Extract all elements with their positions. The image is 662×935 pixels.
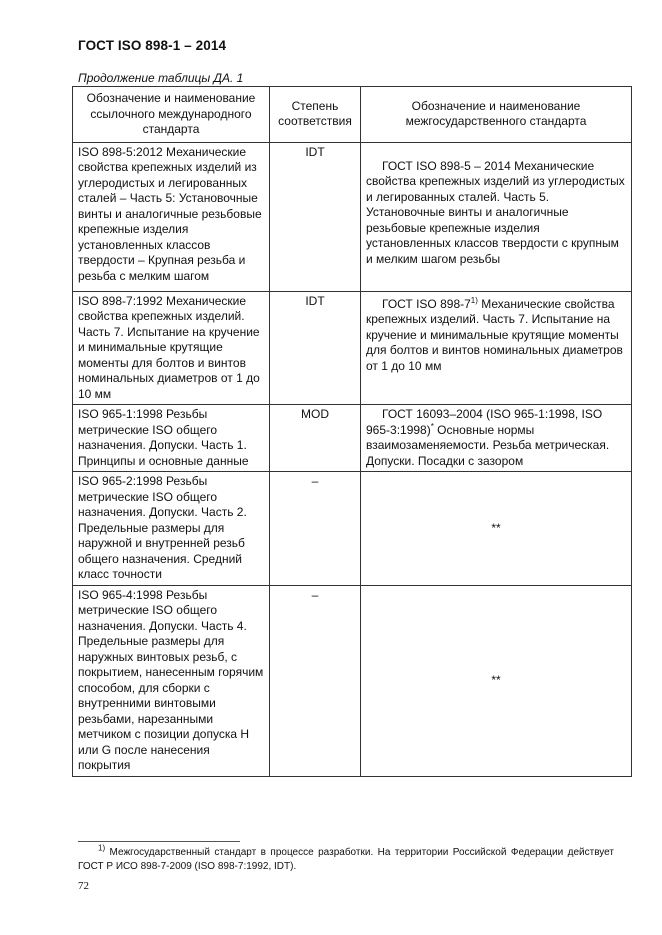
cell-international: ISO 965-2:1998 Резьбы метрические ISO общего назначения. Допуски. Часть 2. Предельные размеры для наружной и внутренней резьб общего назначения. Средний класс точности xyxy=(73,472,270,586)
interstate-designation: ГОСТ 16093–2004 (ISO 965-1:1998, ISO 965-3:1998) xyxy=(366,407,603,437)
table-row xyxy=(73,291,632,405)
footnote xyxy=(78,843,614,874)
cell-interstate xyxy=(361,405,632,472)
cell-interstate: ** xyxy=(361,472,632,586)
footnote-divider xyxy=(78,841,240,842)
header-interstate: Обозначение и наименование межгосударственного стандарта xyxy=(361,87,632,143)
cell-international: ISO 898-5:2012 Механические свойства крепежных изделий из углеродистых и легированных сталей – Часть 5: Установочные винты и аналогичные резьбовые крепежные изделия установленных классов твердости – Крупная резьба и резьба с мелким шагом xyxy=(73,142,270,291)
footnote-marker: 1) xyxy=(98,843,106,853)
cell-degree: IDT xyxy=(270,291,361,405)
table-row xyxy=(73,585,632,776)
table-caption: Продолжение таблицы ДА. 1 xyxy=(78,71,244,85)
cell-international: ISO 965-1:1998 Резьбы метрические ISO общего назначения. Допуски. Часть 1. Принципы и основные данные xyxy=(73,405,270,472)
cell-interstate: ГОСТ ISO 898-5 – 2014 Механические свойства крепежных изделий из углеродистых и легированных сталей. Часть 5. Установочные винты и аналогичные резьбовые крепежные изделия установленных классов твердости с крупным и мелким шагом резьбы xyxy=(361,142,632,291)
table-header-row xyxy=(73,87,632,143)
page-number: 72 xyxy=(78,880,89,892)
footnote-ref: 1) xyxy=(470,295,478,305)
table-row xyxy=(73,142,632,291)
header-degree: Степень соответствия xyxy=(270,87,361,143)
cell-international: ISO 965-4:1998 Резьбы метрические ISO общего назначения. Допуски. Часть 4. Предельные размеры для наружных винтовых резьб, с покрытием, нанесенным горячим способом, для сборки с внутренними винтовыми резьбами, нарезанными метчиком с позиции допуска H или G после нанесения покрытия xyxy=(73,585,270,776)
table-row xyxy=(73,405,632,472)
reference-standards-table xyxy=(72,86,632,777)
interstate-designation: ГОСТ ISO 898-7 xyxy=(382,296,471,311)
cell-degree: – xyxy=(270,472,361,586)
table-row xyxy=(73,472,632,586)
document-header: ГОСТ ISO 898-1 – 2014 xyxy=(78,38,227,53)
footnote-ref: * xyxy=(430,421,434,431)
cell-degree: IDT xyxy=(270,142,361,291)
cell-interstate xyxy=(361,291,632,405)
cell-degree: – xyxy=(270,585,361,776)
interstate-title: Механические свойства крепежных изделий. Часть 7. Испытание на кручение и минимальные крутящие моменты для болтов и винтов номинальных диаметров от 1 до 10 мм xyxy=(366,296,623,373)
interstate-title: Основные нормы взаимозаменяемости. Резьба метрическая. Допуски. Посадки с зазором xyxy=(366,422,610,468)
cell-interstate: ** xyxy=(361,585,632,776)
footnote-text: Межгосударственный стандарт в процессе разработки. На территории Российской Федерации действует ГОСТ Р ИСО 898-7-2009 (ISO 898-7:1992, IDT). xyxy=(78,847,614,872)
cell-degree: MOD xyxy=(270,405,361,472)
header-international: Обозначение и наименование ссылочного международного стандарта xyxy=(73,87,270,143)
cell-international: ISO 898-7:1992 Механические свойства крепежных изделий. Часть 7. Испытание на кручение и минимальные крутящие моменты для болтов и винтов номинальных диаметров от 1 до 10 мм xyxy=(73,291,270,405)
